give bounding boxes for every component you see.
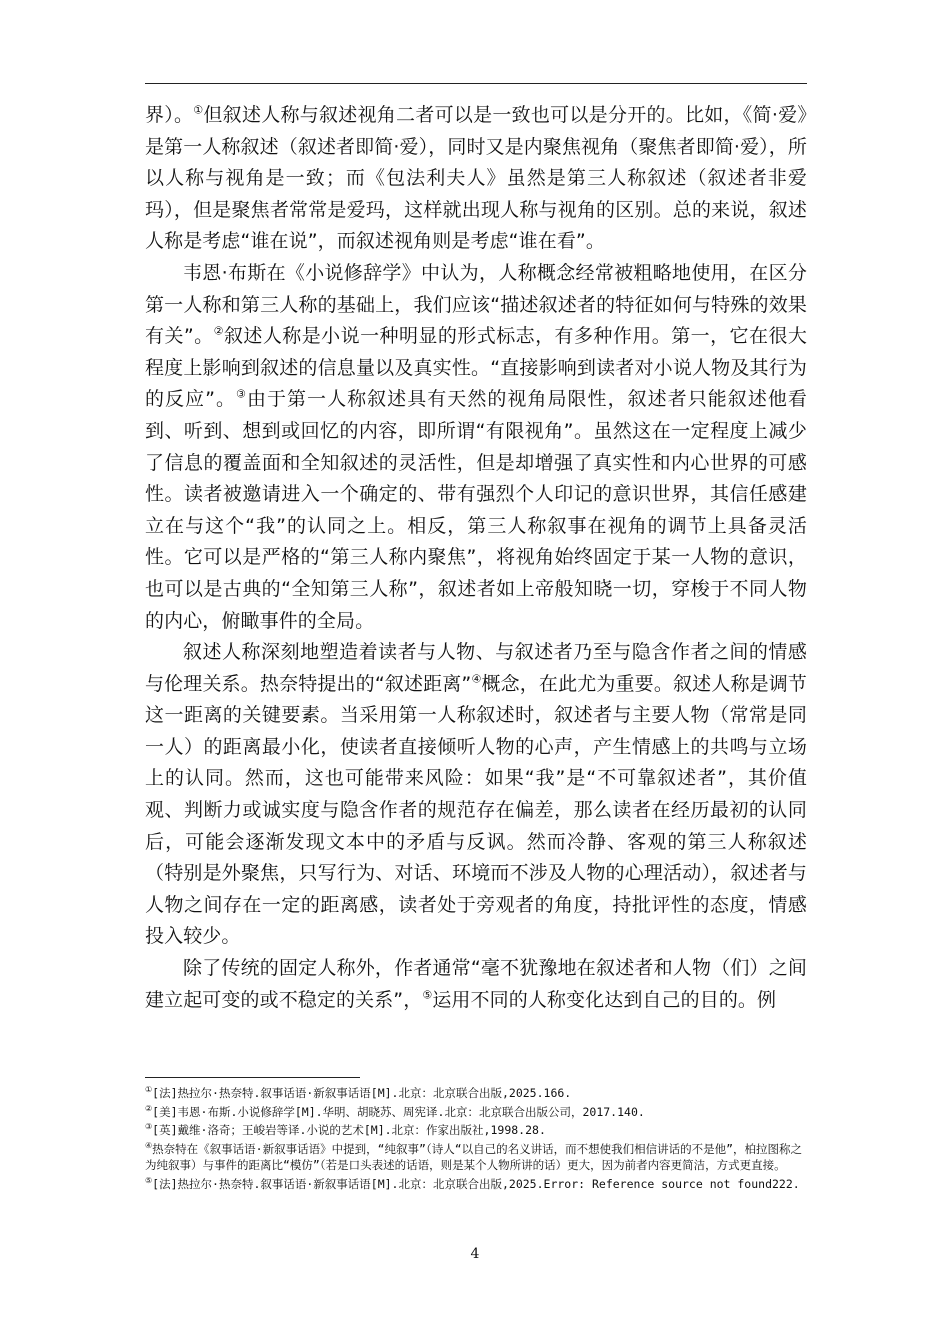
footnote: [145, 1141, 807, 1174]
footnote-text: [美]韦恩·布斯.小说修辞学[M].华明、胡晓苏、周宪译.北京：北京联合出版公司，2017.140.: [152, 1104, 645, 1119]
paragraph-text: 除了传统的固定人称外，作者通常“毫不犹豫地在叙述者和人物（们）之间建立起可变的或不稳定的关系”，: [145, 957, 807, 1011]
footnote-text: [法]热拉尔·热奈特.叙事话语·新叙事话语[M].北京：北京联合出版,2025.166.: [152, 1086, 572, 1100]
footnote-separator: [145, 1077, 360, 1078]
footnote-mark: ③: [145, 1122, 153, 1132]
footnote-ref: ⑤: [422, 988, 433, 1002]
paragraph: [145, 258, 807, 637]
footnote: [145, 1104, 807, 1121]
footnote-ref: ①: [193, 103, 204, 117]
paragraph: [145, 100, 807, 258]
footnote: [145, 1122, 807, 1139]
footnote-ref: ④: [471, 672, 482, 686]
paragraph-text: 概念，在此尤为重要。叙述人称是调节这一距离的关键要素。当采用第一人称叙述时，叙述者与主要人物（常常是同一人）的距离最小化，使读者直接倾听人物的心声，产生情感上的共鸣与立场上的认同。然而，这也可能带来风险：如果“我”是“不可靠叙述者”，其价值观、判断力或诚实度与隐含作者的规范存在偏差，那么读者在经历最初的认同后，可能会逐渐发现文本中的矛盾与反讽。然而冷静、客观的第三人称叙述（特别是外聚焦，只写行为、对话、环境而不涉及人物的心理活动），叙述者与人物之间存在一定的距离感，读者处于旁观者的角度，持批评性的态度，情感投入较少。: [145, 672, 808, 948]
footnote-text: [英]戴维·洛奇；王峻岩等译.小说的艺术[M].北京：作家出版社,1998.28.: [152, 1123, 546, 1137]
footnote: [145, 1176, 807, 1193]
page-number: 4: [470, 1246, 480, 1262]
paragraph-text: 但叙述人称与叙述视角二者可以是一致也可以是分开的。比如，《简·爱》是第一人称叙述（叙述者即简·爱），同时又是内聚焦视角（聚焦者即简·爱），所以人称与视角是一致；而《包法利夫人》虽然是第三人称叙述（叙述者非爱玛），但是聚焦者常常是爱玛，这样就出现人称与视角的区别。总的来说，叙述人称是考虑“谁在说”，而叙述视角则是考虑“谁在看”。: [145, 104, 807, 253]
paragraph-text: 界）。: [145, 104, 194, 126]
body-text: [145, 100, 807, 1016]
header-rule: [145, 83, 807, 84]
footnote-mark: ④: [145, 1140, 153, 1150]
footnote-text: 热奈特在《叙事话语·新叙事话语》中提到，“纯叙事”（诗人“以自己的名义讲话，而不想使我们相信讲话的不是他”，柏拉图称之为纯叙事）与事件的距离比“模仿”（若是口头表述的话语，则是某个人物所讲的话）更大，因为前者内容更简洁，方式更直接。: [145, 1141, 803, 1172]
footnote: [145, 1085, 807, 1102]
footnote-ref: ③: [236, 388, 247, 402]
paragraph-text: 叙述人称深刻地塑造着读者与人物、与叙述者乃至与隐含作者之间的情感与伦理关系。热奈特提出的“叙述距离”: [145, 641, 807, 695]
footnote-ref: ②: [213, 324, 224, 338]
footnote-mark: ⑤: [145, 1175, 153, 1185]
paragraph: [145, 637, 807, 953]
footnote-mark: ①: [145, 1085, 153, 1095]
paragraph-text: 叙述人称是小说一种明显的形式标志，有多种作用。第一，它在很大程度上影响到叙述的信息量以及真实性。“直接影响到读者对小说人物及其行为的反应”。: [145, 325, 807, 411]
paragraph-text: 韦恩·布斯在《小说修辞学》中认为，人称概念经常被粗略地使用，在区分第一人称和第三人称的基础上，我们应该“描述叙述者的特征如何与特殊的效果有关”。: [145, 261, 807, 348]
footnotes: [145, 1085, 807, 1194]
paragraph-text: 由于第一人称叙述具有天然的视角局限性，叙述者只能叙述他看到、听到、想到或回忆的内容，即所谓“有限视角”。虽然这在一定程度上减少了信息的覆盖面和全知叙述的灵活性，但是却增强了真实性和内心世界的可感性。读者被邀请进入一个确定的、带有强烈个人印记的意识世界，其信任感建立在与这个“我”的认同之上。相反，第三人称叙事在视角的调节上具备灵活性。它可以是严格的“第三人称内聚焦”，将视角始终固定于某一人物的意识，也可以是古典的“全知第三人称”，叙述者如上帝般知晓一切，穿梭于不同人物的内心，俯瞰事件的全局。: [145, 388, 808, 632]
footnote-text: [法]热拉尔·热奈特.叙事话语·新叙事话语[M].北京：北京联合出版,2025.Error: Reference source not found222.: [152, 1176, 800, 1191]
paragraph: [145, 953, 807, 1016]
footnote-mark: ②: [145, 1103, 153, 1113]
paragraph-text: 运用不同的人称变化达到自己的目的。例: [432, 988, 777, 1011]
